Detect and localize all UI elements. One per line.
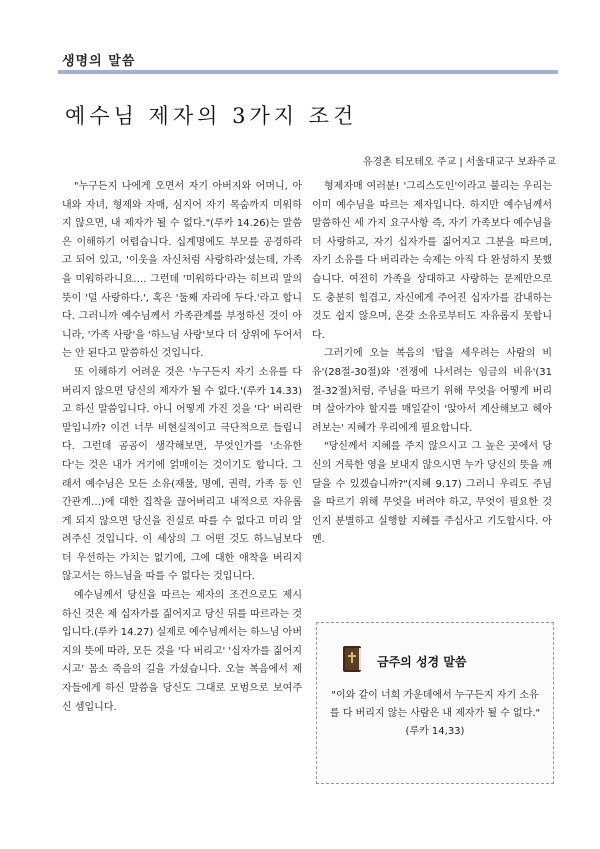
paragraph: 또 이해하기 어려운 것은 '누구든지 자기 소유를 다 버리지 않으면 당신의 제자가 될 수 없다.'(루카 14.33)고 하신 말씀입니다. 아니 어떻게 가진 것을 '다' 버리란 말입니까? 이건 너무 비현실적이고 극단적으로 들립니다. 그런데 곰곰이 생각해보면, 무엇인가를 '소유한다'는 것은 내가 거기에 얽매이는 것이기도 합니다. 그래서 예수님은 모든 소유(재물, 명예, 권력, 가족 등 인간관계…)에 대한 집착을 끊어버리고 내적으로 자유롭게 되지 않으면 당신을 진실로 따를 수 없다고 미리 알려주신 것입니다. 이 세상의 그 어떤 것도 하느님보다 더 우선하는 가치는 없기에, 그에 대한 애착을 버리지 않고서는 하느님을 따를 수 없다는 것입니다.: [62, 366, 302, 583]
section-label: 생명의 말씀: [62, 54, 136, 69]
weekly-verse-box: [316, 622, 554, 784]
verse-text: "이와 같이 너희 가운데에서 누구든지 자기 소유를 다 버리지 않는 사람은 내 제자가 될 수 없다.": [329, 690, 541, 719]
paragraph: "누구든지 나에게 오면서 자기 아버지와 어머니, 아내와 자녀, 형제와 자매, 심지어 자기 목숨까지 미워하지 않으면, 내 제자가 될 수 없다."(루카 14.26)는 말씀은 이해하기 어렵습니다. 십계명에도 부모를 공경하라고 되어 있고, '이웃을 자신처럼 사랑하라'셨는데, 가족을 미워하라니요…. 그런데 '미워하다'라는 히브리 말의 뜻이 '덜 사랑하다.', 혹은 '둘째 자리에 두다.'라고 합니다. 그러니까 예수님께서 가족관계를 부정하신 것이 아니라, '가족 사랑'을 '하느님 사랑'보다 더 상위에 두어서는 안 된다고 말씀하신 것입니다.: [62, 181, 302, 360]
verse-text-block: [327, 687, 543, 741]
paragraph: "당신께서 지혜를 주지 않으시고 그 높은 곳에서 당신의 거룩한 영을 보내지 않으시면 누가 당신의 뜻을 깨달을 수 있겠습니까?"(지혜 9.17) 그러니 우리도 주님을 따르기 위해 무엇을 버려야 하고, 무엇이 필요한 것인지 분별하고 실행할 지혜를 주십사고 기도합시다. 아멘.: [312, 441, 552, 546]
right-column: [312, 178, 552, 550]
verse-box-title: 금주의 성경 말씀: [377, 655, 467, 669]
left-column: [62, 178, 302, 717]
paragraph: 형제자매 여러분! '그리스도인'이라고 불리는 우리는 이미 예수님을 따르는 제자입니다. 하지만 예수님께서 말씀하신 세 가지 요구사항 즉, 자기 가족보다 예수님을 더 사랑하고, 자기 십자가를 짊어지고 그분을 따르며, 자기 소유를 다 버리라는 숙제는 아직 다 완성하지 못했습니다. 여전히 가족을 상대하고 사랑하는 문제만으로도 충분히 힘겹고, 자신에게 주어진 십자가를 감내하는 것도 쉽지 않으며, 온갖 소유로부터도 자유롭지 못합니다.: [312, 181, 552, 341]
verse-reference: (루카 14,33): [405, 726, 465, 737]
bible-icon: [341, 645, 363, 673]
article-title: 예수님 제자의 3가지 조건: [65, 104, 358, 128]
author-byline: 유경촌 티모테오 주교 | 서울대교구 보좌주교: [362, 157, 556, 168]
header-rule: [58, 70, 558, 74]
paragraph: 예수님께서 당신을 따르는 제자의 조건으로도 제시하신 것은 제 십자가를 짊어지고 당신 뒤를 따르라는 것입니다.(루카 14.27) 실제로 예수님께서는 하느님 아버지의 뜻에 따라, 모든 것을 '다 버리고' '십자가를 짊어지시고' 몸소 죽음의 길을 가셨습니다. 오늘 복음에서 제자들에게 하신 말씀을 당신도 그대로 모범으로 보여주신 셈입니다.: [62, 590, 302, 713]
paragraph: 그러기에 오늘 복음의 '탑을 세우려는 사람의 비유'(28절-30절)와 '전쟁에 나서려는 임금의 비유'(31절-32절)처럼, 주님을 따르기 위해 무엇을 어떻게 버리며 살아가야 할지를 매일같이 '앉아서 계산해보고 헤아려보는' 지혜가 우리에게 필요합니다.: [312, 348, 552, 434]
